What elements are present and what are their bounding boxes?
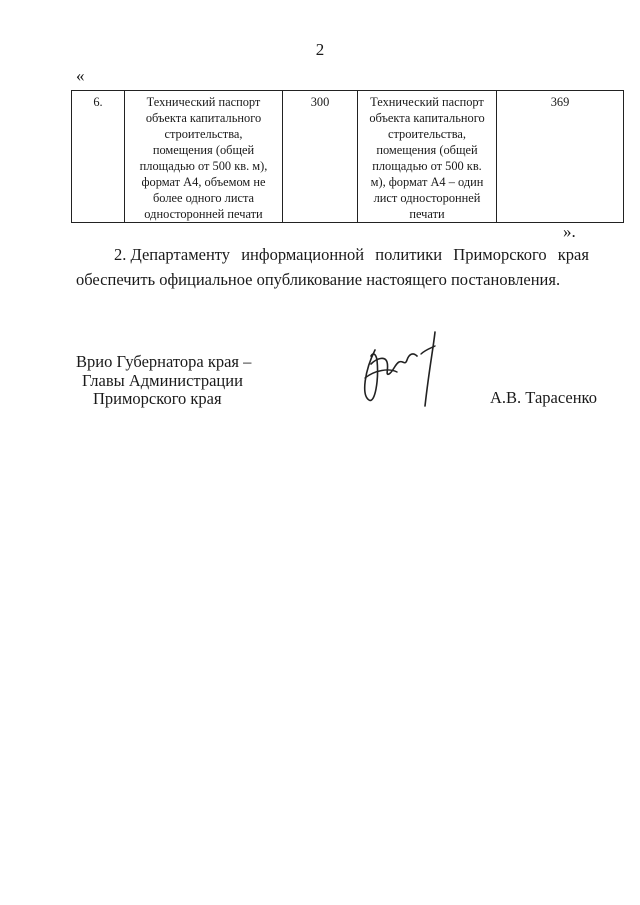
paragraph-line bbox=[76, 242, 589, 267]
table-row bbox=[72, 91, 624, 223]
price-cell: 300 bbox=[283, 91, 358, 223]
paragraph-word: края bbox=[557, 245, 589, 264]
row-number-cell: 6. bbox=[72, 91, 125, 223]
cell-line: Технический паспорт bbox=[370, 95, 484, 109]
position-line: Врио Губернатора края – bbox=[76, 352, 252, 371]
cell-line: лист односторонней bbox=[373, 191, 481, 205]
cell-line: помещения (общей bbox=[152, 143, 255, 157]
cell-line: более одного листа bbox=[152, 191, 255, 205]
cell-line: объекта капитального bbox=[145, 111, 262, 125]
position-line: Приморского края bbox=[93, 389, 222, 408]
cell-line: объекта капитального bbox=[369, 111, 485, 125]
closing-quote-mark: ». bbox=[563, 222, 576, 241]
handwritten-signature bbox=[355, 330, 450, 410]
cell-line: строительства, bbox=[387, 127, 467, 141]
cell-line: строительства, bbox=[164, 127, 243, 141]
paragraph-word: 2. Департаменту bbox=[114, 245, 231, 264]
service-name-cell bbox=[358, 91, 497, 223]
price-cell: 369 bbox=[497, 91, 624, 223]
cell-line: Технический паспорт bbox=[146, 95, 261, 109]
cell-line: площадью от 500 кв. bbox=[372, 159, 482, 173]
opening-quote-mark: « bbox=[76, 66, 85, 85]
position-line: Главы Администрации bbox=[82, 370, 243, 390]
resolution-paragraph bbox=[76, 242, 589, 292]
paragraph-word: Приморского bbox=[453, 245, 547, 264]
cell-line: формат А4, объемом не bbox=[141, 175, 266, 189]
paragraph-word: политики bbox=[375, 245, 443, 264]
service-name-cell bbox=[125, 91, 283, 223]
signer-name: А.В. Тарасенко bbox=[490, 388, 597, 407]
signatory-position bbox=[76, 353, 276, 409]
paragraph-word: информационной bbox=[241, 245, 365, 264]
cell-line: площадью от 500 кв. м), bbox=[139, 159, 268, 173]
cell-line: м), формат А4 – один bbox=[370, 175, 484, 189]
cell-line: односторонней печати bbox=[144, 207, 263, 221]
paragraph-line: обеспечить официальное опубликование настоящего постановления. bbox=[76, 270, 561, 289]
cell-line: печати bbox=[409, 207, 445, 221]
tariff-table bbox=[71, 90, 624, 223]
page-number: 2 bbox=[315, 40, 325, 59]
cell-line: помещения (общей bbox=[376, 143, 478, 157]
